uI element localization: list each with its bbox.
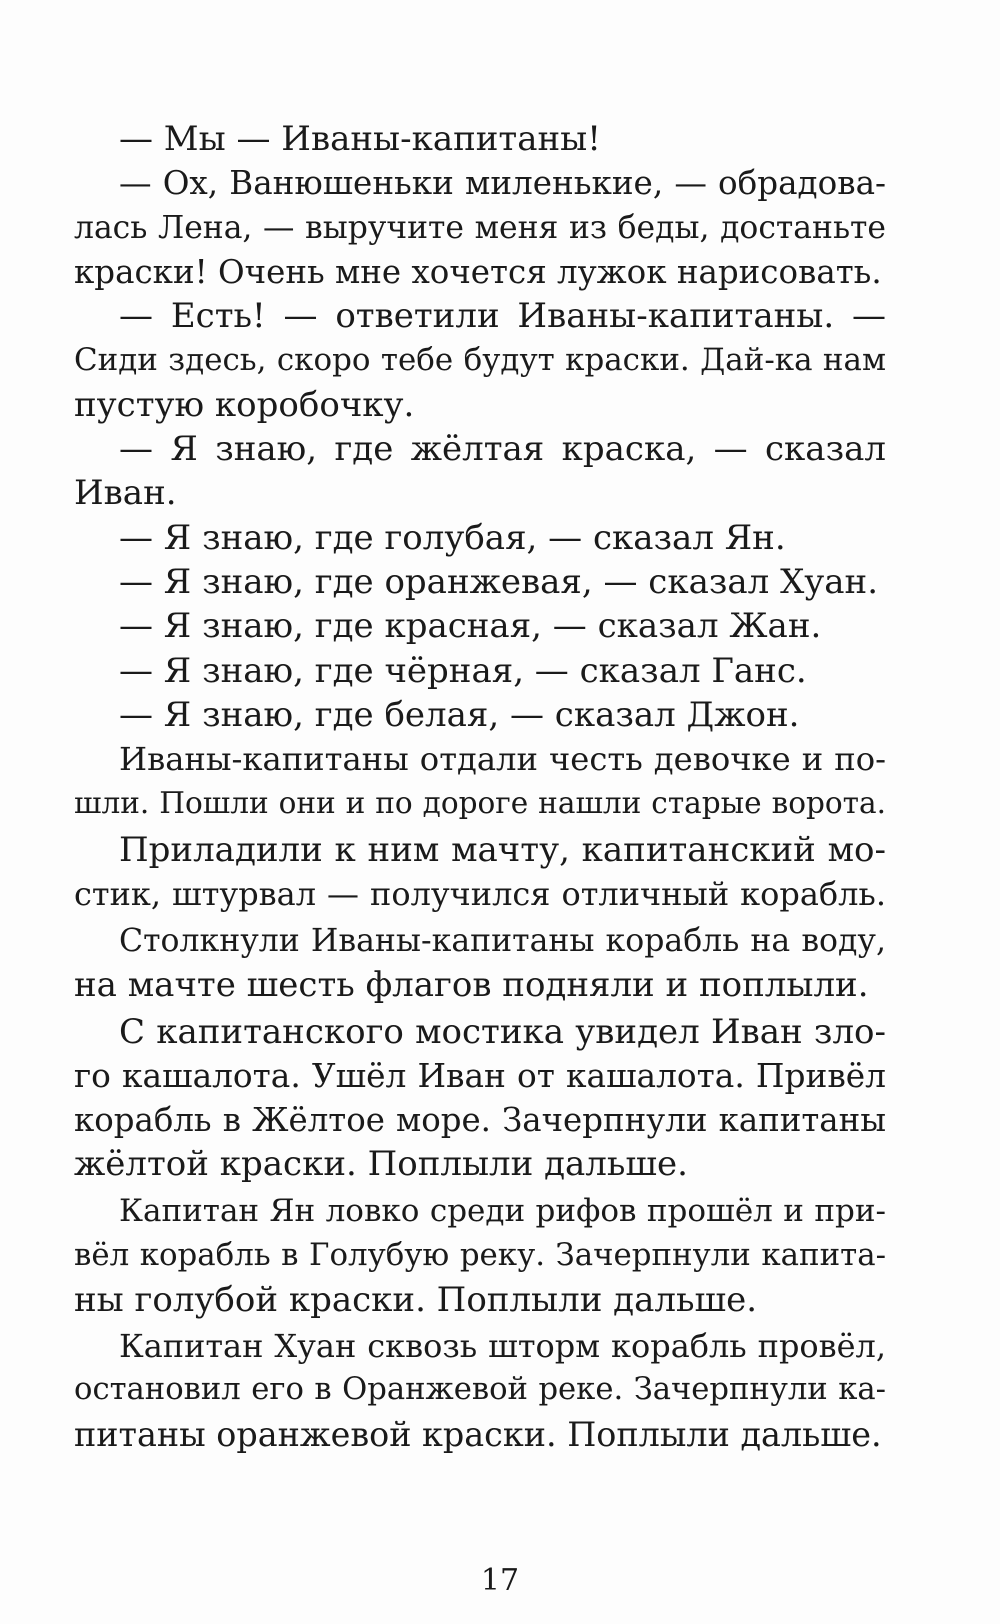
text-line: на мачте шесть флагов подняли и поплыли.: [74, 965, 869, 1006]
text-line: жёлтой краски. Поплыли дальше.: [74, 1144, 688, 1185]
text-line: — Я знаю, где жёлтая краска, — сказал: [119, 429, 886, 470]
text-line: ны голубой краски. Поплыли дальше.: [74, 1279, 758, 1320]
body-text: [74, 117, 886, 1457]
text-line: — Я знаю, где оранжевая, — сказал Хуан.: [119, 561, 879, 602]
text-line: — Мы — Иваны-капитаны!: [119, 119, 601, 159]
text-line: Приладили к ним мачту, капитанский мо-: [119, 829, 886, 870]
text-line: — Есть! — ответили Иваны-капитаны. —: [119, 296, 886, 337]
text-line: — Ох, Ванюшеньки миленькие, — обрадова-: [119, 164, 886, 203]
text-line: шли. Пошли они и по дороге нашли старые ворота.: [74, 786, 886, 821]
text-line: — Я знаю, где белая, — сказал Джон.: [119, 694, 800, 735]
text-line: остановил его в Оранжевой реке. Зачерпнули ка-: [74, 1372, 886, 1408]
text-line: Капитан Ян ловко среди рифов прошёл и при-: [119, 1192, 886, 1229]
text-line: краски! Очень мне хочется лужок нарисовать.: [74, 252, 882, 291]
text-line: — Я знаю, где чёрная, — сказал Ганс.: [119, 650, 807, 691]
text-line: лась Лена, — выручите меня из беды, достаньте: [74, 209, 886, 246]
text-line: — Я знаю, где голубая, — сказал Ян.: [119, 517, 786, 558]
text-line: — Я знаю, где красная, — сказал Жан.: [119, 606, 822, 647]
text-line: го кашалота. Ушёл Иван от кашалота. Привёл: [74, 1056, 886, 1095]
text-line: Столкнули Иваны-капитаны корабль на воду,: [119, 922, 886, 959]
page-number: 17: [480, 1563, 520, 1598]
text-line: стик, штурвал — получился отличный корабль.: [74, 875, 886, 914]
text-line: питаны оранжевой краски. Поплыли дальше.: [74, 1414, 882, 1454]
text-line: корабль в Жёлтое море. Зачерпнули капитаны: [74, 1101, 886, 1140]
text-line: Иваны-капитаны отдали честь девочке и по-: [119, 740, 886, 779]
text-line: вёл корабль в Голубую реку. Зачерпнули капита-: [74, 1237, 886, 1274]
text-line: Капитан Хуан сквозь шторм корабль провёл,: [119, 1327, 886, 1366]
text-line: С капитанского мостика увидел Иван зло-: [119, 1011, 886, 1052]
text-line: Иван.: [74, 473, 177, 514]
text-line: Сиди здесь, скоро тебе будут краски. Дай-ка нам: [74, 342, 886, 379]
text-line: пустую коробочку.: [74, 384, 415, 425]
